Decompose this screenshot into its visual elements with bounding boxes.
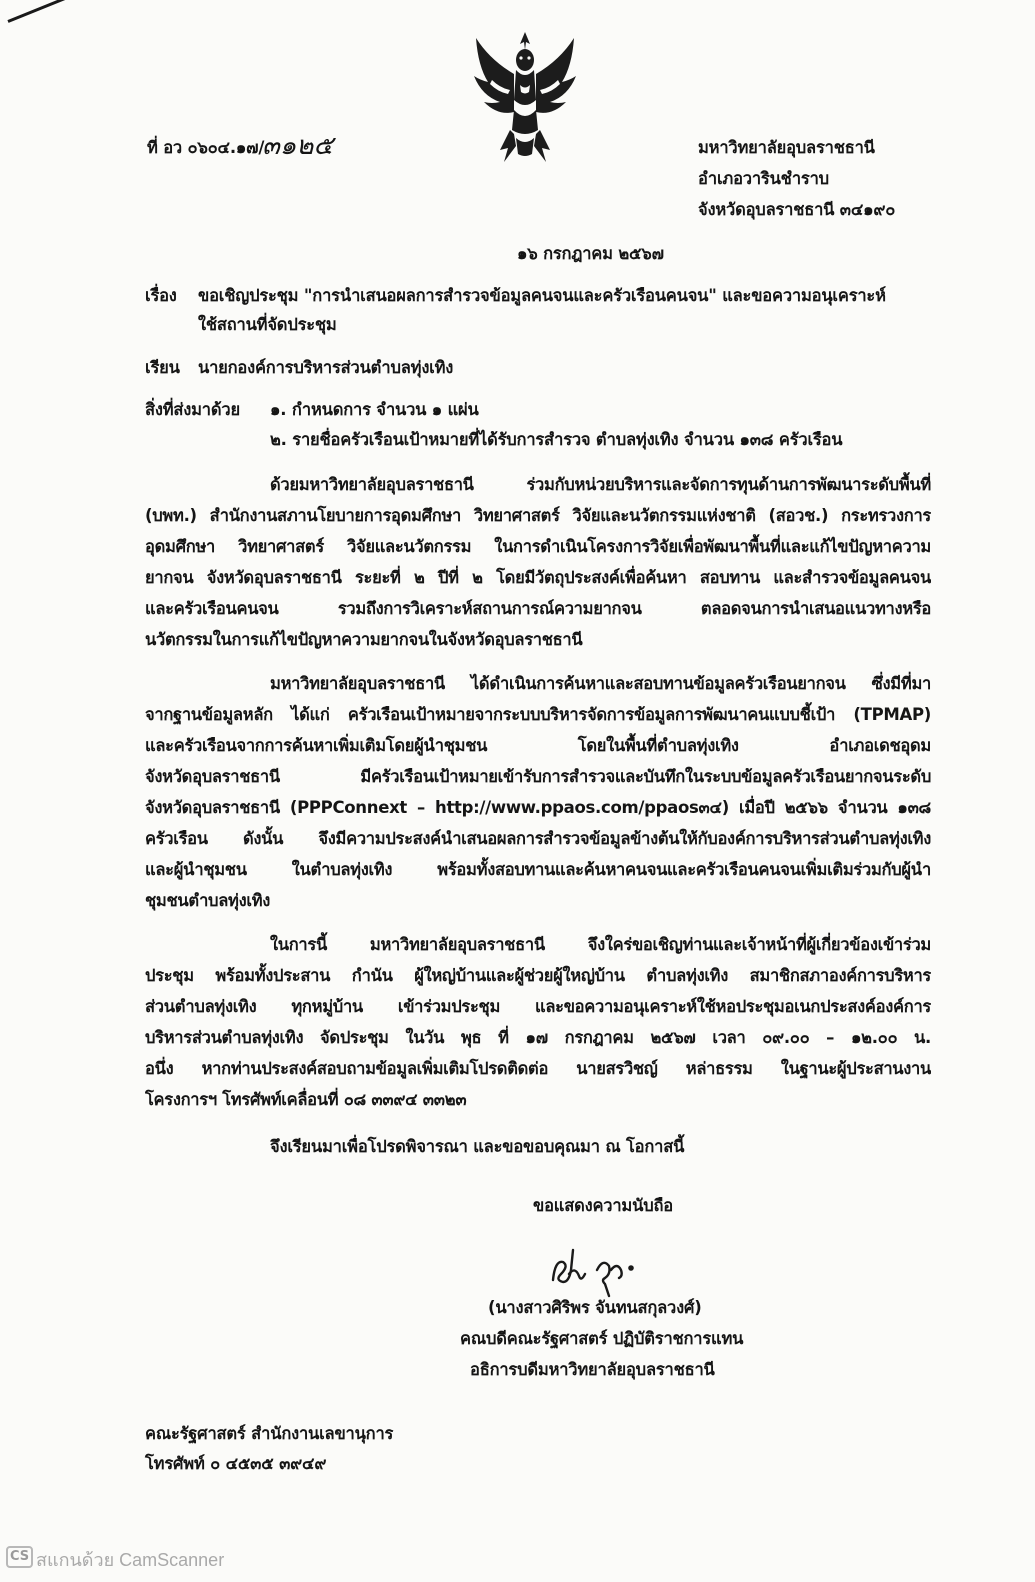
closing-line: จึงเรียนมาเพื่อโปรดพิจารณา และขอขอบคุณมา ณ โอกาสนี้ bbox=[270, 1137, 685, 1156]
paragraph-line: นวัตกรรมในการแก้ไขปัญหาความยากจนในจังหวัดอุบลราชธานี bbox=[145, 630, 583, 649]
paragraph-line: ในการนี้ มหาวิทยาลัยอุบลราชธานี จึงใคร่ขอเชิญท่านและเจ้าหน้าที่ผู้เกี่ยวข้องเข้าร่วม bbox=[270, 935, 931, 954]
contact-office: คณะรัฐศาสตร์ สำนักงานเลขานุการ bbox=[145, 1424, 394, 1443]
paragraph-line: จังหวัดอุบลราชธานี มีครัวเรือนเป้าหมายเข้ารับการสำรวจและบันทึกในระบบข้อมูลครัวเรือนยากจนระดับ bbox=[145, 767, 931, 786]
paragraph-line: และครัวเรือนคนจน รวมถึงการวิเคราะห์สถานการณ์ความยากจน ตลอดจนการนำเสนอแนวทางหรือ bbox=[145, 599, 931, 618]
handwritten-signature bbox=[545, 1240, 655, 1300]
paragraph-line: ประชุม พร้อมทั้งประสาน กำนัน ผู้ใหญ่บ้านและผู้ช่วยผู้ใหญ่บ้าน ตำบลทุ่งเทิง สมาชิกสภาองค์การบริหาร bbox=[145, 966, 931, 985]
paragraph-line: มหาวิทยาลัยอุบลราชธานี ได้ดำเนินการค้นหาและสอบทานข้อมูลครัวเรือนยากจน ซึ่งมีที่มา bbox=[270, 674, 931, 693]
enclosures-label: สิ่งที่ส่งมาด้วย bbox=[145, 400, 240, 419]
enclosure-item: ๑. กำหนดการ จำนวน ๑ แผ่น bbox=[270, 400, 479, 419]
handwritten-number: ๓๑๒๕ bbox=[262, 131, 334, 161]
org-district: อำเภอวารินชำราบ bbox=[698, 169, 829, 188]
signatory-name: (นางสาวศิริพร จันทนสกุลวงศ์) bbox=[488, 1298, 702, 1317]
paragraph-line: ครัวเรือน ดังนั้น จึงมีความประสงค์นำเสนอผลการสำรวจข้อมูลข้างต้นให้กับองค์การบริหารส่วนตำบลทุ่งเทิง bbox=[145, 829, 931, 848]
paragraph-line: จากฐานข้อมูลหลัก ได้แก่ ครัวเรือนเป้าหมายจากระบบบริหารจัดการข้อมูลการพัฒนาคนแบบชี้เป้า (TPMAP) bbox=[145, 705, 931, 724]
paragraph-line: ยากจน จังหวัดอุบลราชธานี ระยะที่ ๒ ปีที่ ๒ โดยมีวัตถุประสงค์เพื่อค้นหา สอบทาน และสำรวจข้อมูลคนจน bbox=[145, 568, 931, 587]
subject-label: เรื่อง bbox=[145, 286, 177, 305]
paragraph-line: ส่วนตำบลทุ่งเทิง ทุกหมู่บ้าน เข้าร่วมประชุม และขอความอนุเคราะห์ใช้หอประชุมอเนกประสงค์องค์การ bbox=[145, 997, 931, 1016]
signatory-title: คณบดีคณะรัฐศาสตร์ ปฏิบัติราชการแทน bbox=[460, 1329, 744, 1348]
paragraph-line: อนึ่ง หากท่านประสงค์สอบถามข้อมูลเพิ่มเติมโปรดติดต่อ นายสรวิชญ์ หล่าธรรม ในฐานะผู้ประสานงาน bbox=[145, 1059, 931, 1078]
camscanner-logo: CS bbox=[6, 1546, 33, 1568]
garuda-emblem-icon bbox=[470, 30, 580, 166]
subject-line-1: ขอเชิญประชุม "การนำเสนอผลการสำรวจข้อมูลคนจนและครัวเรือนคนจน" และขอความอนุเคราะห์ bbox=[198, 286, 886, 305]
to-label: เรียน bbox=[145, 358, 180, 377]
signatory-title: อธิการบดีมหาวิทยาลัยอุบลราชธานี bbox=[470, 1360, 715, 1379]
paragraph-line: จังหวัดอุบลราชธานี (PPPConnext – http://www.ppaos.com/ppaos๓๔) เมื่อปี ๒๕๖๖ จำนวน ๑๓๘ bbox=[145, 798, 931, 817]
paragraph-line: บริหารส่วนตำบลทุ่งเทิง จัดประชุม ในวัน พุธ ที่ ๑๗ กรกฎาคม ๒๕๖๗ เวลา ๐๙.๐๐ – ๑๒.๐๐ น. bbox=[145, 1028, 931, 1047]
paragraph-line: ชุมชนตำบลทุ่งเทิง bbox=[145, 891, 271, 910]
org-province: จังหวัดอุบลราชธานี ๓๔๑๙๐ bbox=[698, 200, 896, 219]
contact-phone: โทรศัพท์ ๐ ๔๕๓๕ ๓๙๔๙ bbox=[145, 1454, 327, 1473]
subject-line-2: ใช้สถานที่จัดประชุม bbox=[198, 315, 337, 334]
paragraph-line: ด้วยมหาวิทยาลัยอุบลราชธานี ร่วมกับหน่วยบริหารและจัดการทุนด้านการพัฒนาระดับพื้นที่ bbox=[270, 475, 931, 494]
document-number: ที่ อว ๐๖๐๔.๑๗/ bbox=[147, 138, 265, 157]
paragraph-line: อุดมศึกษา วิทยาศาสตร์ วิจัยและนวัตกรรม ในการดำเนินโครงการวิจัยเพื่อพัฒนาพื้นที่และแก้ไขปัญหาความ bbox=[145, 537, 931, 556]
closing-regards: ขอแสดงความนับถือ bbox=[533, 1196, 673, 1215]
to-recipient: นายกองค์การบริหารส่วนตำบลทุ่งเทิง bbox=[198, 358, 454, 377]
camscanner-watermark: สแกนด้วย CamScanner bbox=[36, 1550, 225, 1570]
paragraph-line: (บพท.) สำนักงานสภานโยบายการอุดมศึกษา วิทยาศาสตร์ วิจัยและนวัตกรรมแห่งชาติ (สอวช.) กระทรวงการ bbox=[145, 506, 931, 525]
paragraph-line: และครัวเรือนจากการค้นหาเพิ่มเติมโดยผู้นำชุมชน โดยในพื้นที่ตำบลทุ่งเทิง อำเภอเดชอุดม bbox=[145, 736, 931, 755]
letter-date: ๑๖ กรกฎาคม ๒๕๖๗ bbox=[517, 244, 664, 263]
paragraph-line: โครงการฯ โทรศัพท์เคลื่อนที่ ๐๘ ๓๓๙๔ ๓๓๒๓ bbox=[145, 1090, 467, 1109]
paragraph-line: และผู้นำชุมชน ในตำบลทุ่งเทิง พร้อมทั้งสอบทานและค้นหาคนจนและครัวเรือนคนจนเพิ่มเติมร่วมกับผู้นำ bbox=[145, 860, 931, 879]
enclosure-item: ๒. รายชื่อครัวเรือนเป้าหมายที่ได้รับการสำรวจ ตำบลทุ่งเทิง จำนวน ๑๓๘ ครัวเรือน bbox=[270, 430, 843, 449]
org-name: มหาวิทยาลัยอุบลราชธานี bbox=[698, 138, 875, 157]
pen-mark bbox=[7, 0, 69, 23]
